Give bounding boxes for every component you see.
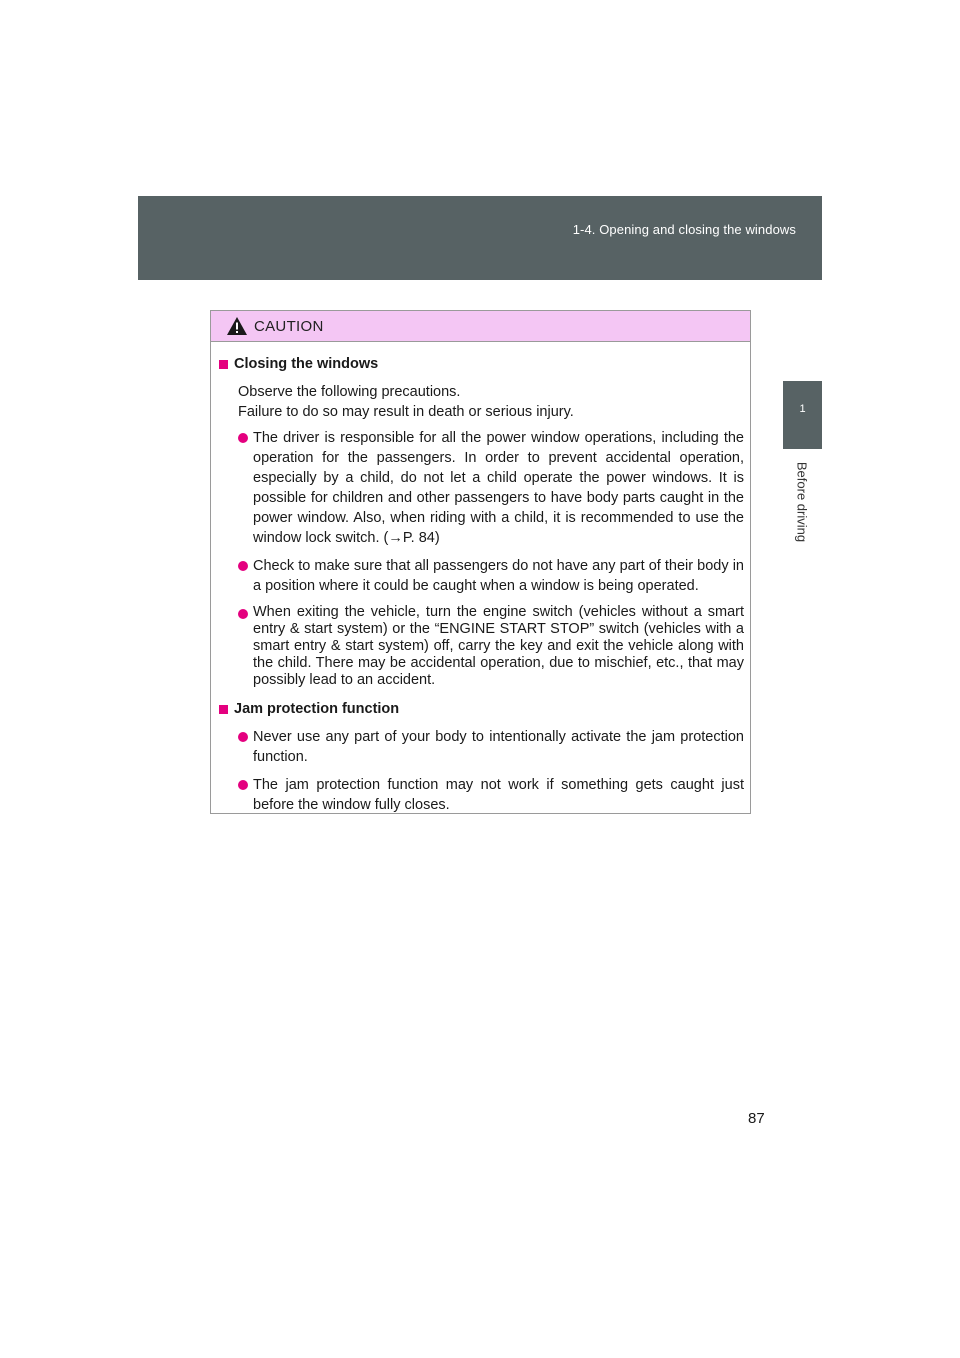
section-heading-jam-protection [219, 699, 744, 719]
bullet-item [238, 727, 744, 767]
bullet-item [238, 556, 744, 596]
intro-line: Observe the following precautions. [238, 384, 461, 400]
bullet-text: Never use any part of your body to intentionally activate the jam protection function. [253, 729, 744, 765]
bullet-item [238, 428, 744, 548]
section-heading-text: Jam protection function [234, 701, 400, 717]
bullet-text: Check to make sure that all passengers do not have any part of their body in a position where it could be caught when a window is being operated. [253, 558, 744, 594]
round-bullet-icon [238, 561, 248, 571]
bullet-text: When exiting the vehicle, turn the engine switch (vehicles without a smart entry & start system) or the “ENGINE START STOP” switch (vehicles with a smart entry & start system) off, carry the key and exit the vehicle along with the child. There may be accidental operation, due to mischief, etc., that may possibly lead to an accident. [253, 604, 744, 688]
caution-box [210, 310, 751, 814]
page-number: 87 [748, 1110, 765, 1127]
round-bullet-icon [238, 609, 248, 619]
round-bullet-icon [238, 732, 248, 742]
chapter-tab [783, 381, 822, 449]
bullet-text: The driver is responsible for all the power window operations, including the operation for the passengers. In order to prevent accidental operation, especially by a child, do not let a child operate the power windows. It is possible for children and other passengers to have body parts caught in the power window. Also, when riding with a child, it is recommended to use the window lock switch. (→P. 84) [253, 430, 744, 546]
caution-body [211, 342, 750, 815]
bullet-item [238, 604, 744, 689]
caution-header [211, 311, 750, 342]
section-intro [238, 382, 744, 422]
section-heading-closing-windows [219, 354, 744, 374]
section-heading-text: Closing the windows [234, 356, 379, 372]
chapter-label: Before driving [794, 461, 810, 543]
square-bullet-icon [219, 705, 228, 714]
round-bullet-icon [238, 780, 248, 790]
intro-line: Failure to do so may result in death or serious injury. [238, 404, 574, 420]
bullet-text: The jam protection function may not work if something gets caught just before the window fully closes. [253, 777, 744, 813]
round-bullet-icon [238, 433, 248, 443]
chapter-number: 1 [799, 403, 806, 415]
section-title: 1-4. Opening and closing the windows [572, 222, 796, 237]
caution-title: CAUTION [254, 318, 324, 335]
bullet-item [238, 775, 744, 815]
chapter-header-band [138, 196, 822, 280]
warning-triangle-icon [226, 316, 248, 336]
square-bullet-icon [219, 360, 228, 369]
